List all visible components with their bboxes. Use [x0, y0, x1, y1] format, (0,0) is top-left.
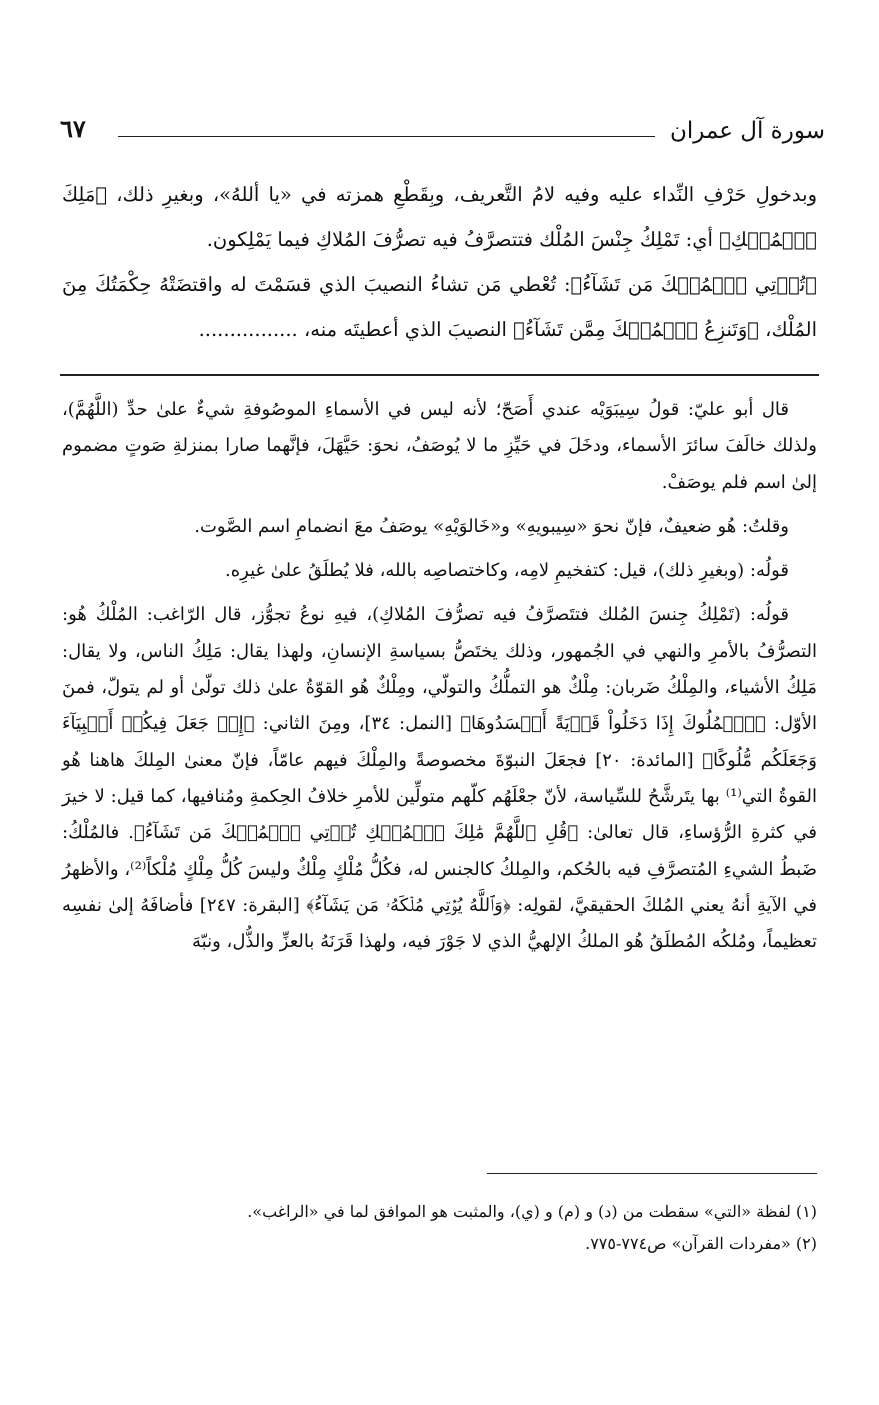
- main-text-divider: [60, 374, 819, 376]
- footnote: (١) لفظة «التي» سقطت من (د) و (م) و (ي)، والمثبت هو الموافق لما في «الراغب».: [247, 1202, 817, 1221]
- commentary-paragraph: قولُه: (وبغيرِ ذلك)، قيل: كتفخيمِ لامِه، وكاختصاصِه بالله، فلا يُطلَقُ علىٰ غيرِه.: [224, 560, 789, 582]
- page-header: [60, 112, 825, 152]
- main-paragraph: ﴿تُؤۡتِي ٱلۡمُلۡكَ مَن تَشَآءُ﴾: تُعْطي مَن تشاءُ النصيبَ الذي قسَمْتَ له واقتضَتْهُ حِكْمَتُكَ مِنَ المُلْك، ﴿وَتَنزِعُ ٱلۡمُلۡكَ مِمَّن تَشَآءُ﴾ النصيبَ الذي أعطيتَه منه، ................: [62, 273, 817, 341]
- footnote: (٢) «مفردات القرآن» ص٧٧٤-٧٧٥.: [585, 1234, 817, 1253]
- commentary-paragraph: قال أبو عليّ: قولُ سِيبَوَيْه عندي أَصَحّ؛ لأنه ليس في الأسماءِ الموصُوفةِ شيءٌ علىٰ حدِّ (اللَّهُمَّ)، ولذلك خالَفَ سائرَ الأسماء، ودخَلَ في حَيِّزِ ما لا يُوصَفُ، نحوَ: حَيَّهَلَ، فإنَّهما صارا بمنزلةِ صَوتٍ مضموم إلىٰ اسم فلم يوصَفْ.: [62, 399, 817, 493]
- header-rule: [118, 136, 655, 137]
- footnote-divider: [487, 1173, 817, 1174]
- footnotes: [62, 1196, 817, 1260]
- running-title: سورة آل عمران: [669, 118, 825, 144]
- commentary: [62, 392, 817, 968]
- main-text: [62, 172, 817, 352]
- commentary-paragraph: قولُه: (تَمْلِكُ جِنسَ المُلك فتتَصرَّفُ فيه تصرُّفَ المُلاكِ)، فيهِ نوعُ تجوُّز، قال الرّاغب: المُلْكُ هُو: التصرُّفُ بالأمرِ والنهي في الجُمهور، وذلك يختَصُّ بسياسةِ الإنسانِ، ولهذا يقال: مَلِكُ الناس، ولا يقال: مَلِكُ الأشياء، والمِلْكُ ضَربان: مِلْكٌ هو التملُّكُ والتولّي، ومِلْكٌ هُو القوّةُ علىٰ ذلك تولّىٰ أو لم يتولّ، فمنَ الأوّل: ﴿ٱلۡمُلُوكَ إِذَا دَخَلُواْ قَرۡيَةً أَفۡسَدُوهَا﴾ [النمل: ٣٤]، ومِنَ الثاني: ﴿إِذۡ جَعَلَ فِيكُمۡ أَنۢبِيَآءَ وَجَعَلَكُم مُّلُوكًا﴾ [المائدة: ٢٠] فجعَلَ النبوّةَ مخصوصةً والمِلْكَ فيهم عامّاً، فإنّ معنىٰ المِلكَ هاهنا هُو القوةُ التي⁽¹⁾ بها يتَرشَّحُ للسِّياسة، لأنّ جعْلَهُم كلّهم متولِّين للأمرِ خلافُ الحِكمةِ ومُنافيها، كما قيل: لا خيرَ في كثرةِ الرُّؤساءِ، قال تعالىٰ: ﴿قُلِ ٱللَّهُمَّ مَٰلِكَ ٱلۡمُلۡكِ تُؤۡتِي ٱلۡمُلۡكَ مَن تَشَآءُ﴾. فالمُلْكُ: ضَبطُ الشيءِ المُتصرَّفِ فيه بالحُكم، والمِلكُ كالجنس له، فكُلُّ مُلْكٍ مِلْكٌ وليسَ كُلُّ مِلْكٍ مُلْكاً⁽²⁾، والأظهرُ في الآيةِ أنهُ يعني المُلكَ الحقيقيَّ، لقولِه: ﴿وَٱللَّهُ يُؤۡتِي مُلۡكَهُۥ مَن يَشَآءُ﴾ [البقرة: ٢٤٧] فأضافَهُ إلىٰ نفسِه تعظيماً، ومُلكُه المُطلَقُ هُو الملكُ الإلهيُّ الذي لا جَوْرَ فيه، ولهذا قَرَنَهُ بالعزِّ والذُّل، ونبّهَ: [62, 604, 818, 953]
- main-paragraph: وبدخولِ حَرْفِ النِّداء عليه وفيه لامُ التَّعريف، وبِقَطْعِ همزته في «يا أللهُ»، وبغيرِ ذلك، ﴿مَلِكَ ٱلۡمُلۡكِ﴾ أي: تَمْلِكُ جِنْسَ المُلْك فتتصرَّفُ فيه تصرُّفَ المُلاكِ فيما يَمْلِكون.: [62, 183, 817, 251]
- page-number: ٦٧: [60, 114, 86, 143]
- commentary-paragraph: وقلتُ: هُو ضعيفٌ، فإنّ نحوَ «سِيبويهِ» و«خَالوَيْهِ» يوصَفُ معَ انضمامِ اسم الصَّوت.: [194, 515, 789, 537]
